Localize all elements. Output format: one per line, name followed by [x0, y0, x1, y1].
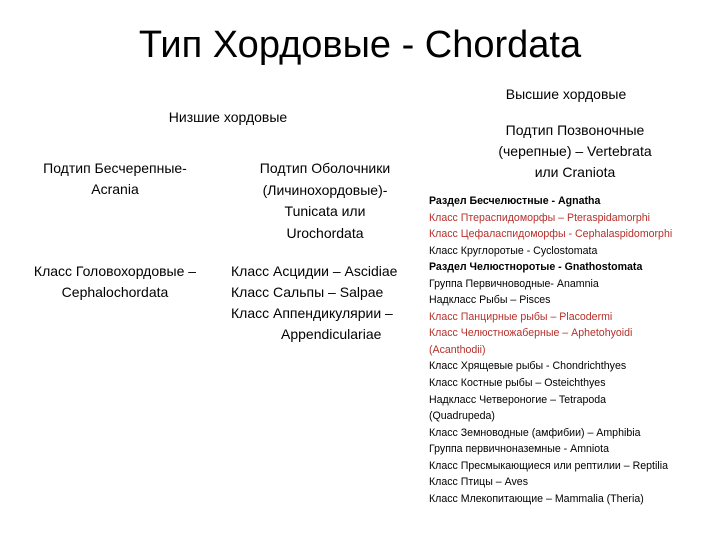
- salpae-class: Класс Сальпы – Salpae: [231, 284, 384, 300]
- taxon-item: (Acanthodii): [429, 343, 486, 356]
- ascidiae-class: Класс Асцидии – Ascidiae: [231, 263, 398, 279]
- taxon-item: Надкласс Рыбы – Pisces: [429, 294, 551, 307]
- taxon-item: Класс Хрящевые рыбы - Chondrichthyes: [429, 360, 627, 373]
- vertebrata-line: Подтип Позвоночные: [505, 122, 645, 138]
- cephalochordata-class: [0, 261, 230, 303]
- taxon-item: Класс Цефаласпидоморфы - Cephalaspidomorphi: [429, 228, 673, 241]
- slide-title: Тип Хордовые - Chordata: [138, 24, 582, 66]
- lower-chordates-heading: Низшие хордовые: [168, 109, 288, 125]
- taxon-item: Надкласс Четвероногие – Tetrapoda: [429, 393, 607, 406]
- taxon-item: Группа первичноназемные - Amniota: [429, 443, 610, 456]
- taxon-item: Класс Млекопитающие – Mammalia (Theria): [429, 492, 644, 505]
- tunicata-line: Tunicata или: [284, 203, 366, 219]
- tunicata-line: Подтип Оболочники: [259, 160, 391, 176]
- appendicularia-class-cont: Appendiculariae: [281, 326, 382, 342]
- acrania-line: Подтип Бесчерепные-: [43, 160, 187, 176]
- taxon-section: Раздел Челюстноротые - Gnathostomata: [429, 261, 643, 274]
- vertebrata-taxonomy-list: [429, 193, 720, 507]
- tunicata-line: Urochordata: [286, 224, 364, 241]
- taxon-item: Класс Круглоротые - Cyclostomata: [429, 244, 598, 257]
- appendicularia-class: Класс Аппендикулярии –: [231, 305, 393, 321]
- taxon-item: Класс Земноводные (амфибии) – Amphibia: [429, 426, 641, 439]
- taxon-section: Раздел Бесчелюстные - Agnatha: [429, 195, 601, 207]
- vertebrata-line: (черепные) – Vertebrata: [498, 143, 652, 159]
- tunicata-line: (Личинохордовые)-: [262, 181, 388, 198]
- taxon-item: Класс Птераспидоморфы – Pteraspidamorphi: [429, 211, 651, 224]
- cephalo-line: Cephalochordata: [61, 284, 169, 300]
- taxon-item: Класс Птицы – Aves: [429, 476, 528, 489]
- acrania-line: Acrania: [91, 181, 139, 197]
- taxon-item: (Quadrupeda): [429, 410, 495, 423]
- cephalo-line: Класс Головохордовые –: [33, 263, 197, 279]
- taxon-item: Класс Пресмыкающиеся или рептилии – Reptilia: [429, 459, 668, 472]
- vertebrata-line: или Craniota: [534, 164, 616, 180]
- vertebrata-subphylum: [475, 120, 675, 183]
- tunicata-classes: [231, 261, 431, 345]
- taxon-item: Класс Челюстножаберные – Aphetohyoidi: [429, 327, 633, 340]
- taxon-item: Группа Первичноводные- Anamnia: [429, 277, 599, 290]
- taxon-item: Класс Костные рыбы – Osteichthyes: [429, 377, 606, 390]
- tunicata-subphylum: [225, 158, 425, 244]
- acrania-subphylum: [10, 158, 220, 200]
- taxon-item: Класс Панцирные рыбы – Placodermi: [429, 310, 613, 323]
- higher-chordates-heading: Высшие хордовые: [505, 86, 627, 102]
